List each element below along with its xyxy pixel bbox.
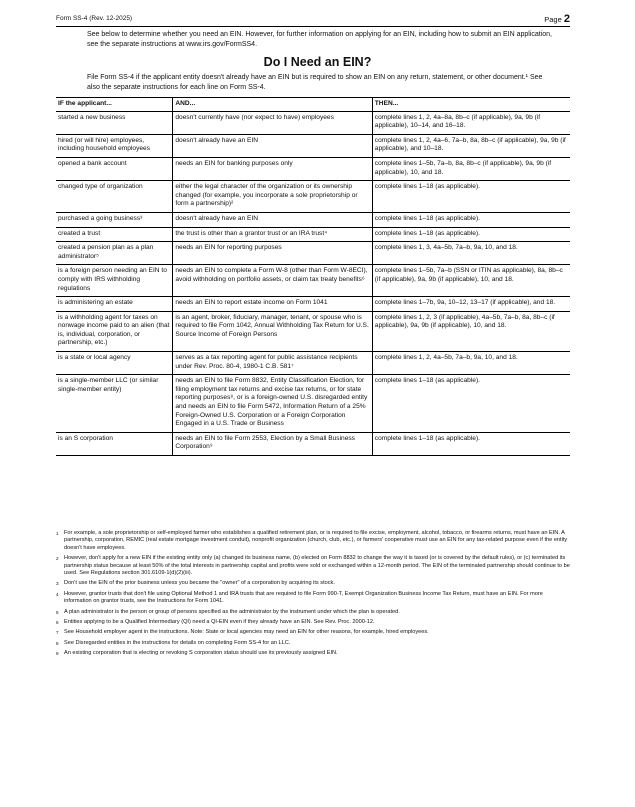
footnote [56, 619, 570, 626]
footnote-number: 8 [56, 640, 59, 646]
cell-then: complete lines 1, 2, 4a–8a, 8b–c (if applicable), 9a, 9b (if applicable), 10–14, and 16–18. [372, 111, 570, 134]
page-indicator [544, 13, 570, 25]
cell-and: the trust is other than a grantor trust or an IRA trust⁴ [173, 227, 372, 242]
footnote [56, 591, 570, 606]
ein-table [56, 97, 570, 456]
table-row [56, 432, 570, 455]
cell-then: complete lines 1–18 (as applicable). [372, 432, 570, 455]
table-row [56, 212, 570, 227]
footnote-text: See Household employer agent in the instructions. Note: State or local agencies may need an EIN for other reasons, for example, hired employees. [64, 629, 429, 636]
cell-then: complete lines 1, 2, 4a–5b, 7a–b, 9a, 10, and 18. [372, 352, 570, 375]
footnote-number: 9 [56, 651, 59, 657]
cell-then: complete lines 1–5b, 7a–b, 8a, 8b–c (if applicable), 9a, 9b (if applicable), 10, and 18. [372, 157, 570, 180]
footnote-text: For example, a sole proprietorship or self-employed farmer who establishes a qualified retirement plan, or is required to file excise, employment, alcohol, tobacco, or firearms returns, must have an EIN. A partnership, corporation, REMIC (real estate mortgage investment conduit), nonprofit organization (church, club, etc.), or farmers' cooperative must use an EIN for any tax-related purpose even if the entity doesn't have employees. [64, 530, 568, 551]
cell-then: complete lines 1, 2, 3 (if applicable), 4a–5b, 7a–b, 8a, 8b–c (if applicable), 9a, 9b (if applicable), 10, and 18. [372, 311, 570, 351]
footnote-text: Entities applying to be a Qualified Intermediary (QI) need a QI-EIN even if they already have an EIN. See Rev. Proc. 2000-12. [64, 619, 375, 626]
cell-and: needs an EIN to file Form 8832, Entity Classification Election, for filing employment tax returns and excise tax returns, or for state reporting purposes⁸, or is a foreign-owned U.S. disregarded entity and needs an EIN to file Form 5472, Information Return of a 25% Foreign-Owned U.S. Corporation or a Foreign Corporation Engaged in a U.S. Trade or Business [173, 375, 372, 433]
footnote [56, 629, 570, 636]
table-row [56, 311, 570, 351]
footnote-text: However, don't apply for a new EIN if the existing entity only (a) changed its business name, (b) elected on Form 8832 to change the way it is taxed (or is covered by the default rules), or (c) terminated its partnership status because at least 50% of the total interests in partnership capital and profits were sold or exchanged within a 12-month period. The EIN of the terminated partnership should continue to be used. See Regulations section 301.6109-1(d)(2)(iii). [64, 555, 570, 577]
table-row [56, 242, 570, 265]
cell-then: complete lines 1, 3, 4a–5b, 7a–b, 9a, 10, and 18. [372, 242, 570, 265]
footnote-number: 1 [56, 531, 59, 536]
cell-then: complete lines 1–18 (as applicable). [372, 375, 570, 433]
footnote-number: 2 [56, 556, 59, 562]
footnote-number: 7 [56, 630, 59, 636]
cell-and: serves as a tax reporting agent for public assistance recipients under Rev. Proc. 80-4, 1980-1 C.B. 581⁷ [173, 352, 372, 375]
header-and: AND... [173, 98, 372, 112]
cell-if: changed type of organization [56, 181, 173, 213]
footnote-text: However, grantor trusts that don't file using Optional Method 1 and IRA trusts that are required to file Form 990-T, Exempt Organization Business Income Tax Return, must have an EIN. For more information on grantor trusts, see the Instructions for Form 1041. [64, 590, 543, 605]
footnote-number: 6 [56, 620, 59, 626]
cell-and: needs an EIN to complete a Form W-8 (other than Form W-8ECI), avoid withholding on portfolio assets, or claim tax treaty benefits⁶ [173, 265, 372, 297]
footnote [56, 650, 570, 657]
intro-text: See below to determine whether you need an EIN. However, for further information on applying for an EIN, including how to submit an EIN application, see the separate instructions at www.irs.gov/FormSS4. [87, 31, 552, 48]
cell-if: is a withholding agent for taxes on nonwage income paid to an alien (that is, individual, corporation, or partnership, etc.) [56, 311, 173, 351]
footnote-number: 5 [56, 609, 59, 615]
cell-if: started a new business [56, 111, 173, 134]
footnote-number: 4 [56, 591, 59, 597]
cell-if: is a foreign person needing an EIN to comply with IRS withholding regulations [56, 265, 173, 297]
cell-if: is a single-member LLC (or similar single-member entity) [56, 375, 173, 433]
footnote [56, 555, 570, 577]
footnote-text: See Disregarded entities in the instructions for details on completing Form SS-4 for an LLC. [64, 639, 291, 646]
cell-if: created a pension plan as a plan administrator⁵ [56, 242, 173, 265]
lead-text: File Form SS-4 if the applicant entity doesn't already have an EIN but is required to show an EIN on any return, statement, or other document.¹ See also the separate instructions for each line on Form SS-4. [87, 74, 543, 91]
table-row [56, 375, 570, 433]
cell-if: hired (or will hire) employees, including household employees [56, 134, 173, 157]
table-row [56, 352, 570, 375]
page-label: Page [544, 15, 562, 24]
cell-if: is administering an estate [56, 297, 173, 312]
cell-if: created a trust [56, 227, 173, 242]
table-header-row [56, 98, 570, 112]
cell-then: complete lines 1–7b, 9a, 10–12, 13–17 (if applicable), and 18. [372, 297, 570, 312]
cell-and: needs an EIN for reporting purposes [173, 242, 372, 265]
cell-if: opened a bank account [56, 157, 173, 180]
footnote-text: Don't use the EIN of the prior business unless you became the "owner" of a corporation by acquiring its stock. [64, 580, 335, 587]
footnote [56, 640, 570, 647]
cell-and: doesn't already have an EIN [173, 134, 372, 157]
cell-then: complete lines 1–18 (as applicable). [372, 181, 570, 213]
table-row [56, 297, 570, 312]
page-number: 2 [563, 13, 570, 25]
footnotes [56, 530, 570, 661]
footnote-text: A plan administrator is the person or group of persons specified as the administrator by the instrument under which the plan is operated. [64, 608, 400, 615]
cell-and: needs an EIN to report estate income on Form 1041 [173, 297, 372, 312]
form-label: Form SS-4 (Rev. 12-2025) [56, 15, 133, 22]
cell-if: is an S corporation [56, 432, 173, 455]
cell-and: needs an EIN to file Form 2553, Election by a Small Business Corporation⁹ [173, 432, 372, 455]
table-row [56, 181, 570, 213]
cell-and: doesn't already have an EIN [173, 212, 372, 227]
footnote-number: 3 [56, 581, 59, 587]
footnote [56, 580, 570, 587]
table-row [56, 134, 570, 157]
cell-and: is an agent, broker, fiduciary, manager, tenant, or spouse who is required to file Form 1042, Annual Withholding Tax Return for U.S. Source Income of Foreign Persons [173, 311, 372, 351]
page-title: Do I Need an EIN? [263, 55, 372, 69]
cell-if: is a state or local agency [56, 352, 173, 375]
footnote [56, 609, 570, 616]
table-row [56, 265, 570, 297]
cell-then: complete lines 1–5b, 7a–b (SSN or ITIN as applicable), 8a, 8b–c (if applicable), 9a, 9b (if applicable), 10, and 18. [372, 265, 570, 297]
cell-if: purchased a going business³ [56, 212, 173, 227]
cell-then: complete lines 1–18 (as applicable). [372, 212, 570, 227]
cell-and: doesn't currently have (nor expect to have) employees [173, 111, 372, 134]
header-then: THEN... [372, 98, 570, 112]
cell-and: needs an EIN for banking purposes only [173, 157, 372, 180]
footnote [56, 530, 570, 552]
cell-and: either the legal character of the organization or its ownership changed (for example, you incorporate a sole proprietorship or form a partnership)² [173, 181, 372, 213]
table-row [56, 111, 570, 134]
table-row [56, 157, 570, 180]
cell-then: complete lines 1–18 (as applicable). [372, 227, 570, 242]
header-if: IF the applicant... [56, 98, 173, 112]
cell-then: complete lines 1, 2, 4a–6, 7a–b, 8a, 8b–c (if applicable), 9a, 9b (if applicable), and 10–18. [372, 134, 570, 157]
footnote-text: An existing corporation that is electing or revoking S corporation status should use its previously assigned EIN. [64, 650, 338, 657]
table-row [56, 227, 570, 242]
page-header [56, 12, 570, 27]
